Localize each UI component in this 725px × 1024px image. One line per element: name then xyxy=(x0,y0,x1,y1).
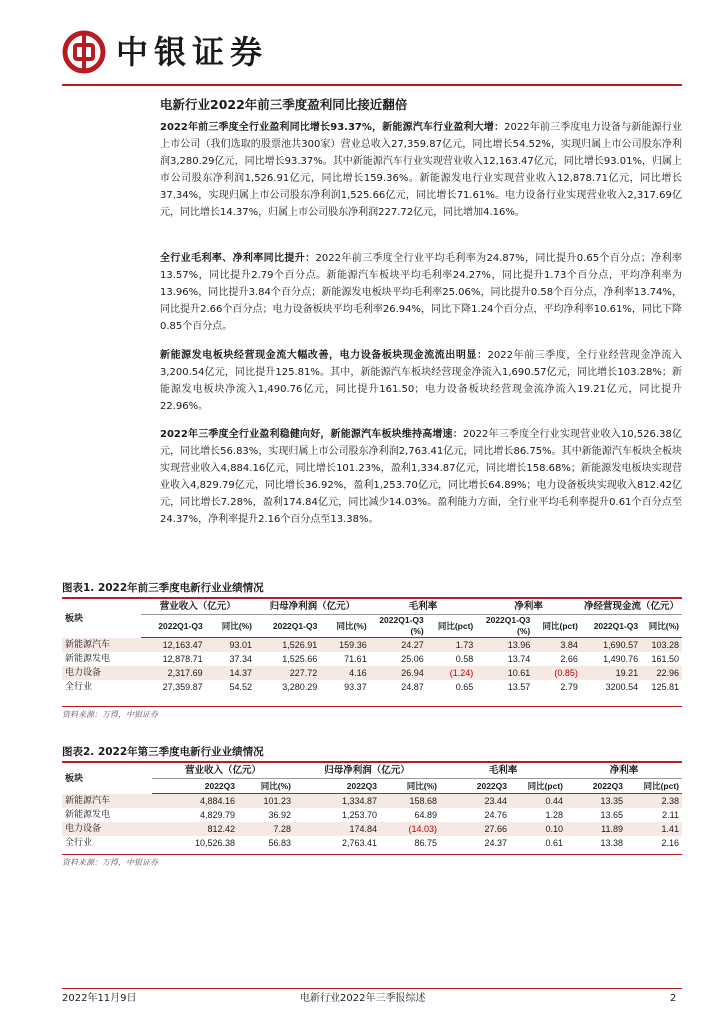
table-cell: 4,884.16 xyxy=(152,794,238,809)
table-cell: 24.76 xyxy=(484,810,507,820)
table1-group-header xyxy=(62,600,682,615)
table2 xyxy=(62,764,682,850)
table2-sub: 同比(%) xyxy=(380,779,440,794)
page-number: 2 xyxy=(670,993,677,1004)
table-cell: 23.44 xyxy=(440,794,510,809)
table-cell: (0.85) xyxy=(533,666,581,680)
table1-source: 资料来源：万得，中银证券 xyxy=(62,710,158,719)
table2-group: 净利率 xyxy=(566,764,682,779)
table-cell: 2.16 xyxy=(661,838,679,848)
table-cell: 4,829.79 xyxy=(199,810,235,820)
table-cell: 93.37 xyxy=(344,682,367,692)
table-cell: 12,163.47 xyxy=(141,638,206,653)
table-cell: 2,317.69 xyxy=(141,666,206,680)
header-divider xyxy=(62,84,682,86)
row-label: 新能源发电 xyxy=(65,654,111,664)
paragraph-3-body: 2022年前三季度，全行业经营现金净流入3,200.54亿元，同比提升125.81%。其中，新能源汽车板块经营现金净流入1,690.57亿元，同比增长103.28%；新能源发电板块净流入1,490.76亿元，同比提升161.50；电力设备板块经营现金流净流入19.21亿元，同比提升22.96%。 xyxy=(160,350,683,412)
table-cell: 103.28 xyxy=(641,638,682,653)
table-cell: 1,490.76 xyxy=(603,654,639,664)
table-cell: 1.73 xyxy=(427,638,477,653)
row-label: 新能源汽车 xyxy=(62,794,152,809)
table-cell: 27.66 xyxy=(440,822,510,836)
table1-sub: 同比(pct) xyxy=(427,615,477,638)
table2-bottom-rule xyxy=(62,854,682,855)
paragraph-4 xyxy=(160,426,682,528)
company-name: 中银证券 xyxy=(116,33,269,71)
table-cell: 24.37 xyxy=(484,838,507,848)
table-row xyxy=(62,808,682,822)
row-label: 全行业 xyxy=(65,838,93,848)
table-cell: 2.38 xyxy=(626,794,682,809)
table-cell: 22.96 xyxy=(641,666,682,680)
table-cell: 1,526.91 xyxy=(255,638,320,653)
table-row xyxy=(62,638,682,653)
table-cell: 125.81 xyxy=(651,682,679,692)
table-cell: (1.24) xyxy=(427,666,477,680)
table1-bottom-rule xyxy=(62,706,682,707)
table1-group: 营业收入（亿元） xyxy=(141,600,255,615)
table2-sub: 同比(pct) xyxy=(510,779,566,794)
table-cell: 37.34 xyxy=(229,654,252,664)
table-cell: 0.44 xyxy=(510,794,566,809)
table1-sub: 同比(%) xyxy=(641,615,682,638)
table-cell: 2,763.41 xyxy=(341,838,377,848)
paragraph-2-lead: 全行业毛利率、净利率同比提升： xyxy=(160,253,316,264)
table1-sub: 2022Q1-Q3 (%) xyxy=(370,615,427,638)
table-row xyxy=(62,680,682,694)
table-cell: 13.38 xyxy=(600,838,623,848)
table-cell: 36.92 xyxy=(268,810,291,820)
table2-title: 图表2. 2022年第三季度电新行业业绩情况 xyxy=(62,746,264,758)
table-cell: 93.01 xyxy=(206,638,255,653)
table1-group: 净经营现金流（亿元） xyxy=(581,600,682,615)
section-title: 电新行业2022年前三季度盈利同比接近翻倍 xyxy=(160,97,408,112)
paragraph-1-body: 2022年前三季度电力设备与新能源行业上市公司（我们选取的股票池共300家）营业总收入27,359.87亿元，同比增长54.52%，实现归属上市公司股东净利润3,280.29亿元，同比增长93.37%。其中新能源汽车行业实现营业收入12,163.47亿元，同比增长93.01%，归属上市公司股东净利润1,526.91亿元，同比增长159.36%。新能源发电行业实现营业收入12,878.71亿元，同比增长37.34%，实现归属上市公司股东净利润1,525.66亿元，同比增长71.61%。电力设备行业实现营业收入2,317.69亿元，同比增长14.37%，归属上市公司股东净利润227.72亿元，同比增加4.16%。 xyxy=(160,122,682,218)
table-cell: 161.50 xyxy=(651,654,679,664)
table-cell: 86.75 xyxy=(414,838,437,848)
table-cell: 3,280.29 xyxy=(282,682,318,692)
paragraph-3 xyxy=(160,347,682,415)
table-cell: 13.96 xyxy=(476,638,533,653)
table2-source: 资料来源：万得，中银证券 xyxy=(62,858,158,867)
table-cell: 25.06 xyxy=(401,654,424,664)
table1-sub: 2022Q1-Q3 xyxy=(581,615,641,638)
table-cell: 11.89 xyxy=(566,822,626,836)
table-cell: 24.27 xyxy=(370,638,427,653)
table-row xyxy=(62,794,682,809)
row-label: 新能源发电 xyxy=(65,810,111,820)
table1-sub: 同比(%) xyxy=(320,615,369,638)
table2-sub: 2022Q3 xyxy=(566,779,626,794)
table1-sub: 2022Q1-Q3 (%) xyxy=(476,615,533,638)
table-cell: 24.87 xyxy=(401,682,424,692)
table-cell: 101.23 xyxy=(238,794,294,809)
footer-divider xyxy=(62,988,682,989)
footer-title: 电新行业2022年三季报综述 xyxy=(300,993,426,1004)
table-cell: 1,525.66 xyxy=(282,654,318,664)
table2-top-rule xyxy=(62,761,682,763)
table-row xyxy=(62,652,682,666)
table-cell: 3200.54 xyxy=(605,682,639,692)
table1-group: 归母净利润（亿元） xyxy=(255,600,370,615)
table-cell: 13.35 xyxy=(566,794,626,809)
table-cell: 2.79 xyxy=(560,682,578,692)
row-label: 电力设备 xyxy=(62,822,152,836)
table1-sub: 2022Q1-Q3 xyxy=(255,615,320,638)
table-cell: 10.61 xyxy=(476,666,533,680)
table-cell: 27,359.87 xyxy=(162,682,203,692)
row-label: 新能源汽车 xyxy=(62,638,141,653)
page-header xyxy=(62,30,682,76)
table-cell: 2.11 xyxy=(662,810,679,820)
table2-group: 归母净利润（亿元） xyxy=(294,764,440,779)
table-cell: 56.83 xyxy=(268,838,291,848)
paragraph-1-lead: 2022年前三季度全行业盈利同比增长93.37%，新能源汽车行业盈利大增： xyxy=(160,122,505,133)
table2-group: 毛利率 xyxy=(440,764,566,779)
table1-sub: 同比(pct) xyxy=(533,615,581,638)
table-cell: 26.94 xyxy=(370,666,427,680)
table-cell: 159.36 xyxy=(320,638,369,653)
table1-sub: 2022Q1-Q3 xyxy=(141,615,206,638)
bank-of-china-logo-icon xyxy=(62,30,106,74)
table-cell: 0.65 xyxy=(455,682,474,692)
table-cell: 1.28 xyxy=(545,810,563,820)
table-cell: 1.41 xyxy=(626,822,682,836)
table-cell: 64.89 xyxy=(414,810,437,820)
table-row xyxy=(62,666,682,680)
table-cell: 174.84 xyxy=(294,822,380,836)
table-cell: 1,690.57 xyxy=(581,638,641,653)
table1-col-label: 板块 xyxy=(65,613,84,624)
table1-top-rule xyxy=(62,597,682,599)
table2-sub: 2022Q3 xyxy=(152,779,238,794)
table-cell: 3.84 xyxy=(533,638,581,653)
table2-sub: 同比(pct) xyxy=(626,779,682,794)
table2-group-header xyxy=(62,764,682,779)
table-cell: 0.10 xyxy=(510,822,566,836)
table-row xyxy=(62,822,682,836)
table-cell: (14.03) xyxy=(380,822,440,836)
table-cell: 13.65 xyxy=(600,810,623,820)
table2-group: 营业收入（亿元） xyxy=(152,764,294,779)
paragraph-4-body: 2022年三季度全行业实现营业收入10,526.38亿元，同比增长56.83%，实现归属上市公司股东净利润2,763.41亿元，同比增长86.75%。其中新能源汽车板块全板块实现营业收入4,884.16亿元，同比增长101.23%，盈利1,334.87亿元，同比增长158.68%；新能源发电板块实现营业收入4,829.79亿元，同比增长36.92%，盈利1,253.70亿元，同比增长64.89%；电力设备板块实现收入812.42亿元，同比增长7.28%，盈利174.84亿元，同比减少14.03%。盈利能力方面，全行业平均毛利率提升0.61个百分点至24.37%，净利率提升2.16个百分点至13.38%。 xyxy=(160,429,682,525)
table1-title: 图表1. 2022年前三季度电新行业业绩情况 xyxy=(62,582,264,594)
table-cell: 13.57 xyxy=(507,682,531,692)
table-cell: 71.61 xyxy=(344,654,367,664)
row-label: 全行业 xyxy=(65,682,93,692)
table1-sub: 同比(%) xyxy=(206,615,255,638)
paragraph-1 xyxy=(160,119,682,221)
table2-sub: 2022Q3 xyxy=(440,779,510,794)
table2-col-label: 板块 xyxy=(65,773,84,784)
table-cell: 10,526.38 xyxy=(194,838,235,848)
table1-group: 净利率 xyxy=(476,600,581,615)
table1-group: 毛利率 xyxy=(370,600,477,615)
table-cell: 4.16 xyxy=(320,666,369,680)
table1 xyxy=(62,600,682,694)
paragraph-2-body: 2022年前三季度全行业平均毛利率为24.87%，同比提升0.65个百分点；净利率13.57%，同比提升2.79个百分点。新能源汽车板块平均毛利率24.27%，同比提升1.73个百分点，平均净利率为13.96%，同比提升3.84个百分点；新能源发电板块平均毛利率25.06%，同比提升0.58个百分点，净利率13.74%，同比提升2.66个百分点；电力设备板块平均毛利率26.94%，同比下降1.24个百分点，平均净利率10.61%，同比下降0.85个百分点。 xyxy=(160,253,682,332)
table-cell: 1,253.70 xyxy=(341,810,377,820)
table-cell: 1,334.87 xyxy=(294,794,380,809)
table2-sub: 2022Q3 xyxy=(294,779,380,794)
table-cell: 227.72 xyxy=(255,666,320,680)
row-label: 电力设备 xyxy=(62,666,141,680)
table-cell: 812.42 xyxy=(152,822,238,836)
table2-sub-header xyxy=(62,779,682,794)
table-cell: 7.28 xyxy=(238,822,294,836)
table-row xyxy=(62,836,682,850)
paragraph-2 xyxy=(160,250,682,335)
table-cell: 13.74 xyxy=(507,654,531,664)
table-cell: 0.61 xyxy=(545,838,563,848)
paragraph-3-lead: 新能源发电板块经营现金流大幅改善，电力设备板块现金流流出明显： xyxy=(160,350,488,361)
table-cell: 54.52 xyxy=(229,682,252,692)
table-cell: 19.21 xyxy=(581,666,641,680)
table2-sub: 同比(%) xyxy=(238,779,294,794)
table-cell: 158.68 xyxy=(380,794,440,809)
footer-date: 2022年11月9日 xyxy=(62,993,137,1004)
paragraph-4-lead: 2022年三季度全行业盈利稳健向好，新能源汽车板块维持高增速： xyxy=(160,429,463,440)
table1-sub-header xyxy=(62,615,682,638)
table-cell: 2.66 xyxy=(560,654,578,664)
table-cell: 14.37 xyxy=(206,666,255,680)
table-cell: 12,878.71 xyxy=(162,654,203,664)
table-cell: 0.58 xyxy=(455,654,474,664)
